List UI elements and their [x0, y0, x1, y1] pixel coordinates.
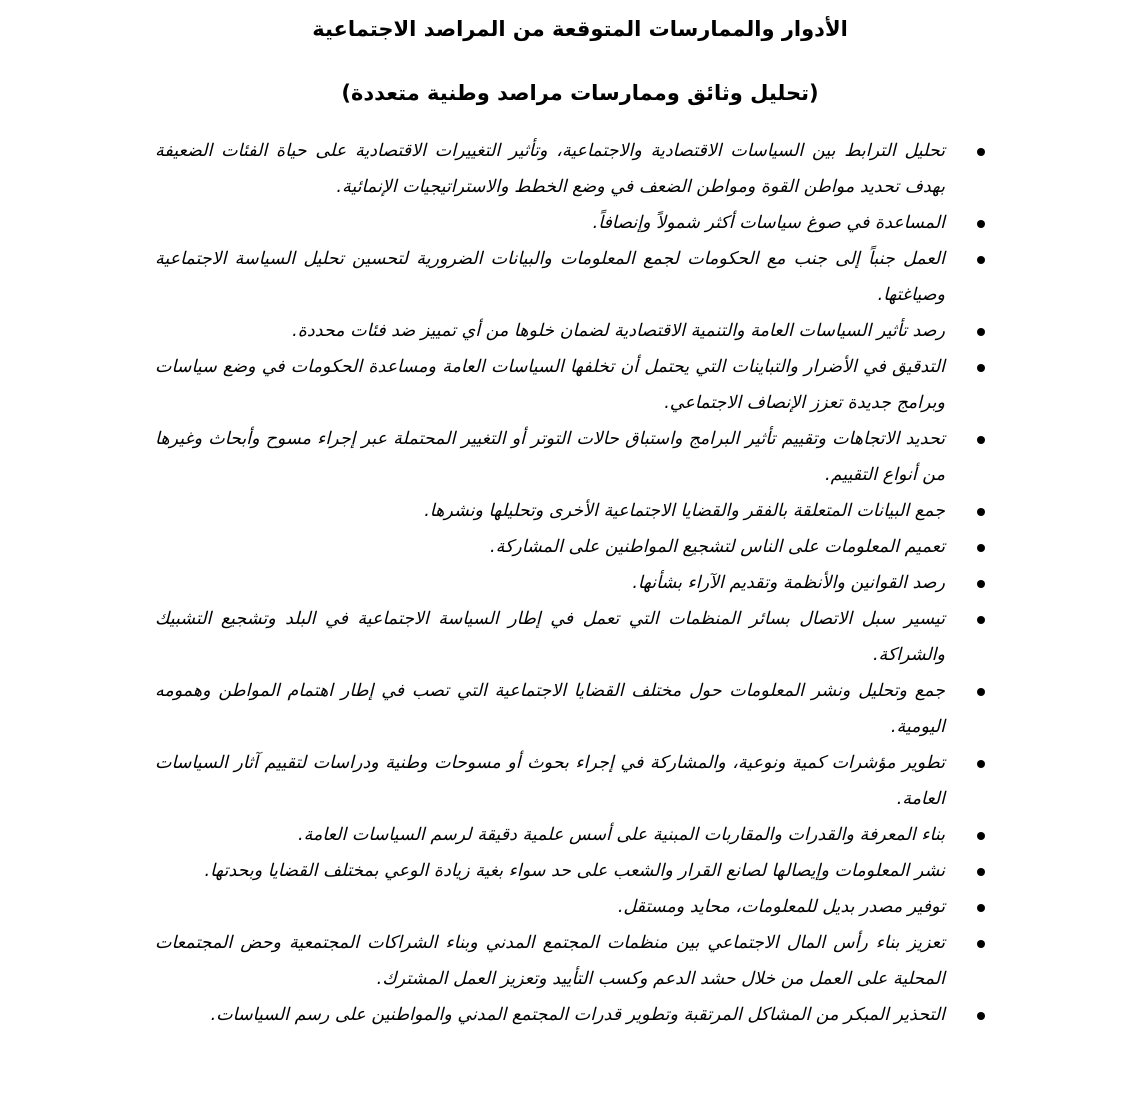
bullet-icon [977, 868, 985, 876]
list-item-text: تحديد الاتجاهات وتقييم تأثير البرامج واستباق حالات التوتر أو التغيير المحتملة عبر إجراء مسوح وأبحاث وغيرها من أنواع التقييم. [155, 429, 945, 485]
list-item [155, 817, 985, 853]
list-item-text: رصد القوانين والأنظمة وتقديم الآراء بشأنها. [632, 573, 945, 593]
list-item-text: بناء المعرفة والقدرات والمقاربات المبنية على أسس علمية دقيقة لرسم السياسات العامة. [298, 825, 945, 845]
list-item [155, 349, 985, 421]
list-item [155, 421, 985, 493]
list-item-text: تيسير سبل الاتصال بسائر المنظمات التي تعمل في إطار السياسة الاجتماعية في البلد وتشجيع التشبيك والشراكة. [155, 609, 945, 665]
bullet-icon [977, 328, 985, 336]
list-item-text: نشر المعلومات وإيصالها لصانع القرار والشعب على حد سواء بغية زيادة الوعي بمختلف القضايا وبحدتها. [204, 861, 945, 881]
list-item [155, 853, 985, 889]
list-item [155, 241, 985, 313]
list-item-text: المساعدة في صوغ سياسات أكثر شمولاً وإنصافاً. [592, 213, 945, 233]
page-title: الأدوار والممارسات المتوقعة من المراصد الاجتماعية [312, 17, 848, 41]
list-item-text: تحليل الترابط بين السياسات الاقتصادية والاجتماعية، وتأثير التغييرات الاقتصادية على حياة الفئات الضعيفة بهدف تحديد مواطن القوة ومواطن الضعف في وضع الخطط والاستراتيجيات الإنمائية. [155, 141, 945, 197]
list-item [155, 925, 985, 997]
bullet-icon [977, 832, 985, 840]
bullet-icon [977, 220, 985, 228]
list-item-text: التحذير المبكر من المشاكل المرتقبة وتطوير قدرات المجتمع المدني والمواطنين على رسم السياسات. [210, 1005, 945, 1025]
list-item-text: تطوير مؤشرات كمية ونوعية، والمشاركة في إجراء بحوث أو مسوحات وطنية ودراسات لتقييم آثار السياسات العامة. [155, 753, 945, 809]
bullet-icon [977, 904, 985, 912]
bullet-list [155, 133, 985, 1033]
list-item [155, 745, 985, 817]
list-item [155, 997, 985, 1033]
list-item-text: العمل جنباً إلى جنب مع الحكومات لجمع المعلومات والبيانات الضرورية لتحسين تحليل السياسة الاجتماعية وصياغتها. [155, 249, 945, 305]
list-item [155, 133, 985, 205]
list-item [155, 205, 985, 241]
list-item [155, 673, 985, 745]
list-item-text: جمع البيانات المتعلقة بالفقر والقضايا الاجتماعية الأخرى وتحليلها ونشرها. [424, 501, 945, 521]
list-item [155, 493, 985, 529]
list-item-text: جمع وتحليل ونشر المعلومات حول مختلف القضايا الاجتماعية التي تصب في إطار اهتمام المواطن وهمومه اليومية. [155, 681, 945, 737]
bullet-icon [977, 688, 985, 696]
page-subtitle: (تحليل وثائق وممارسات مراصد وطنية متعددة) [341, 81, 819, 105]
list-item-text: تعزيز بناء رأس المال الاجتماعي بين منظمات المجتمع المدني وبناء الشراكات المجتمعية وحض المجتمعات المحلية على العمل من خلال حشد الدعم وكسب التأييد وتعزيز العمل المشترك. [155, 933, 945, 989]
list-item [155, 565, 985, 601]
bullet-icon [977, 760, 985, 768]
bullet-icon [977, 616, 985, 624]
bullet-icon [977, 364, 985, 372]
bullet-icon [977, 1012, 985, 1020]
list-item-text: تعميم المعلومات على الناس لتشجيع المواطنين على المشاركة. [490, 537, 945, 557]
list-item [155, 529, 985, 565]
bullet-icon [977, 148, 985, 156]
list-item [155, 601, 985, 673]
list-item-text: التدقيق في الأضرار والتباينات التي يحتمل أن تخلفها السياسات العامة ومساعدة الحكومات في وضع سياسات وبرامج جديدة تعزز الإنصاف الاجتماعي. [155, 357, 945, 413]
bullet-icon [977, 544, 985, 552]
bullet-icon [977, 436, 985, 444]
list-item [155, 889, 985, 925]
bullet-icon [977, 940, 985, 948]
list-item-text: رصد تأثير السياسات العامة والتنمية الاقتصادية لضمان خلوها من أي تمييز ضد فئات محددة. [292, 321, 945, 341]
bullet-icon [977, 580, 985, 588]
bullet-icon [977, 256, 985, 264]
list-item [155, 313, 985, 349]
bullet-icon [977, 508, 985, 516]
list-item-text: توفير مصدر بديل للمعلومات، محايد ومستقل. [617, 897, 945, 917]
